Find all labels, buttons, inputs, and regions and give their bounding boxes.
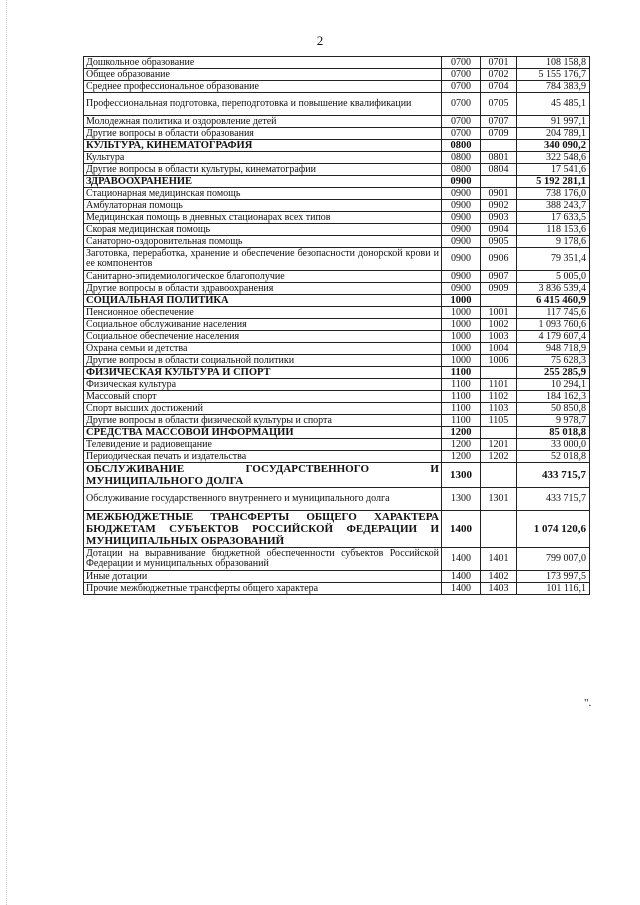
row-name: Другие вопросы в области физической культуры и спорта (84, 415, 442, 427)
table-row (84, 488, 590, 511)
row-section-code: 1400 (442, 583, 481, 595)
row-name: Спорт высших достижений (84, 403, 442, 415)
row-name: СРЕДСТВА МАССОВОЙ ИНФОРМАЦИИ (84, 427, 442, 439)
row-section-code: 0900 (442, 283, 481, 295)
row-section-code: 1300 (442, 488, 481, 511)
row-subsection-code (481, 511, 517, 548)
table-row (84, 415, 590, 427)
row-amount: 204 789,1 (517, 128, 590, 140)
table-row (84, 583, 590, 595)
row-subsection-code: 1201 (481, 439, 517, 451)
table-row (84, 212, 590, 224)
table-row (84, 307, 590, 319)
row-section-code: 0700 (442, 69, 481, 81)
page-edge-line (6, 0, 7, 905)
row-amount: 340 090,2 (517, 140, 590, 152)
row-amount: 50 850,8 (517, 403, 590, 415)
row-subsection-code: 1401 (481, 548, 517, 571)
row-amount: 17 541,6 (517, 164, 590, 176)
row-amount: 33 000,0 (517, 439, 590, 451)
row-subsection-code: 1002 (481, 319, 517, 331)
row-name: Профессиональная подготовка, переподготовка и повышение квалификации (84, 93, 442, 116)
row-section-code: 0900 (442, 224, 481, 236)
row-subsection-code: 1101 (481, 379, 517, 391)
row-section-code: 0800 (442, 152, 481, 164)
table-row (84, 367, 590, 379)
row-subsection-code: 0904 (481, 224, 517, 236)
table-row (84, 69, 590, 81)
row-amount: 75 628,3 (517, 355, 590, 367)
row-amount: 10 294,1 (517, 379, 590, 391)
row-section-code: 1300 (442, 463, 481, 488)
table-row (84, 463, 590, 488)
table-row (84, 391, 590, 403)
row-name: Другие вопросы в области образования (84, 128, 442, 140)
row-section-code: 1400 (442, 548, 481, 571)
row-section-code: 1100 (442, 391, 481, 403)
table-row (84, 343, 590, 355)
table-row (84, 511, 590, 548)
row-name: МЕЖБЮДЖЕТНЫЕ ТРАНСФЕРТЫ ОБЩЕГО ХАРАКТЕРА БЮДЖЕТАМ СУБЪЕКТОВ РОССИЙСКОЙ ФЕДЕРАЦИИ И МУНИЦИПАЛЬНЫХ ОБРАЗОВАНИЙ (84, 511, 442, 548)
row-name: Пенсионное обеспечение (84, 307, 442, 319)
row-subsection-code: 0801 (481, 152, 517, 164)
row-amount: 9 978,7 (517, 415, 590, 427)
row-section-code: 0900 (442, 212, 481, 224)
row-amount: 91 997,1 (517, 116, 590, 128)
row-section-code: 1400 (442, 571, 481, 583)
row-subsection-code: 0905 (481, 236, 517, 248)
row-section-code: 1200 (442, 439, 481, 451)
table-row (84, 188, 590, 200)
row-amount: 433 715,7 (517, 488, 590, 511)
row-section-code: 1100 (442, 415, 481, 427)
row-subsection-code (481, 367, 517, 379)
row-subsection-code: 0903 (481, 212, 517, 224)
row-amount: 1 093 760,6 (517, 319, 590, 331)
row-section-code: 0800 (442, 164, 481, 176)
table-row (84, 355, 590, 367)
table-row (84, 427, 590, 439)
row-amount: 79 351,4 (517, 248, 590, 271)
row-name: Скорая медицинская помощь (84, 224, 442, 236)
row-subsection-code (481, 140, 517, 152)
row-amount: 101 116,1 (517, 583, 590, 595)
row-subsection-code (481, 295, 517, 307)
row-amount: 5 155 176,7 (517, 69, 590, 81)
row-amount: 85 018,8 (517, 427, 590, 439)
row-name: Среднее профессиональное образование (84, 81, 442, 93)
row-name: СОЦИАЛЬНАЯ ПОЛИТИКА (84, 295, 442, 307)
row-subsection-code: 1004 (481, 343, 517, 355)
row-name: Санитарно-эпидемиологическое благополучие (84, 271, 442, 283)
row-amount: 6 415 460,9 (517, 295, 590, 307)
row-subsection-code: 1202 (481, 451, 517, 463)
row-name: Физическая культура (84, 379, 442, 391)
table-row (84, 140, 590, 152)
row-amount: 17 633,5 (517, 212, 590, 224)
row-name: КУЛЬТУРА, КИНЕМАТОГРАФИЯ (84, 140, 442, 152)
table-row (84, 548, 590, 571)
row-section-code: 0700 (442, 128, 481, 140)
row-name: Амбулаторная помощь (84, 200, 442, 212)
table-row (84, 236, 590, 248)
row-section-code: 1000 (442, 319, 481, 331)
table-row (84, 176, 590, 188)
row-amount: 3 836 539,4 (517, 283, 590, 295)
row-subsection-code: 0906 (481, 248, 517, 271)
row-name: Прочие межбюджетные трансферты общего характера (84, 583, 442, 595)
row-amount: 108 158,8 (517, 57, 590, 69)
row-amount: 9 178,6 (517, 236, 590, 248)
row-subsection-code: 1001 (481, 307, 517, 319)
row-section-code: 1100 (442, 379, 481, 391)
row-section-code: 1100 (442, 367, 481, 379)
row-name: Другие вопросы в области социальной политики (84, 355, 442, 367)
row-section-code: 0700 (442, 93, 481, 116)
row-amount: 45 485,1 (517, 93, 590, 116)
row-name: Культура (84, 152, 442, 164)
row-subsection-code: 1301 (481, 488, 517, 511)
table-row (84, 152, 590, 164)
table-row (84, 295, 590, 307)
row-name: Дошкольное образование (84, 57, 442, 69)
row-subsection-code: 0902 (481, 200, 517, 212)
row-name: ФИЗИЧЕСКАЯ КУЛЬТУРА И СПОРТ (84, 367, 442, 379)
row-subsection-code: 1402 (481, 571, 517, 583)
row-name: ОБСЛУЖИВАНИЕ ГОСУДАРСТВЕННОГО И МУНИЦИПАЛЬНОГО ДОЛГА (84, 463, 442, 488)
row-amount: 5 005,0 (517, 271, 590, 283)
row-name: ЗДРАВООХРАНЕНИЕ (84, 176, 442, 188)
row-amount: 173 997,5 (517, 571, 590, 583)
row-name: Социальное обеспечение населения (84, 331, 442, 343)
row-section-code: 0900 (442, 236, 481, 248)
table-row (84, 571, 590, 583)
row-section-code: 0900 (442, 200, 481, 212)
row-section-code: 1400 (442, 511, 481, 548)
row-subsection-code: 1006 (481, 355, 517, 367)
row-section-code: 1000 (442, 307, 481, 319)
row-name: Стационарная медицинская помощь (84, 188, 442, 200)
row-amount: 255 285,9 (517, 367, 590, 379)
row-name: Социальное обслуживание населения (84, 319, 442, 331)
row-amount: 388 243,7 (517, 200, 590, 212)
row-section-code: 0700 (442, 57, 481, 69)
row-name: Общее образование (84, 69, 442, 81)
row-name: Другие вопросы в области здравоохранения (84, 283, 442, 295)
row-name: Обслуживание государственного внутреннего и муниципального долга (84, 488, 442, 511)
row-subsection-code: 1403 (481, 583, 517, 595)
table-row (84, 379, 590, 391)
table-row (84, 224, 590, 236)
row-section-code: 1000 (442, 295, 481, 307)
table-row (84, 451, 590, 463)
row-section-code: 0700 (442, 116, 481, 128)
row-section-code: 0700 (442, 81, 481, 93)
row-amount: 799 007,0 (517, 548, 590, 571)
row-amount: 1 074 120,6 (517, 511, 590, 548)
row-amount: 433 715,7 (517, 463, 590, 488)
row-subsection-code: 0901 (481, 188, 517, 200)
row-subsection-code: 0704 (481, 81, 517, 93)
row-subsection-code: 0909 (481, 283, 517, 295)
row-section-code: 0900 (442, 248, 481, 271)
table-row (84, 439, 590, 451)
row-name: Молодежная политика и оздоровление детей (84, 116, 442, 128)
budget-table (83, 56, 590, 595)
row-name: Другие вопросы в области культуры, кинематографии (84, 164, 442, 176)
row-subsection-code: 0707 (481, 116, 517, 128)
row-subsection-code (481, 463, 517, 488)
row-subsection-code: 1103 (481, 403, 517, 415)
table-row (84, 57, 590, 69)
row-name: Дотации на выравнивание бюджетной обеспеченности субъектов Российской Федерации и муниципальных образований (84, 548, 442, 571)
row-amount: 784 383,9 (517, 81, 590, 93)
closing-quote-mark: ". (584, 697, 592, 709)
row-name: Заготовка, переработка, хранение и обеспечение безопасности донорской крови и ее компонентов (84, 248, 442, 271)
table-row (84, 116, 590, 128)
row-subsection-code: 1003 (481, 331, 517, 343)
row-amount: 118 153,6 (517, 224, 590, 236)
row-subsection-code: 0804 (481, 164, 517, 176)
row-name: Периодическая печать и издательства (84, 451, 442, 463)
row-section-code: 1200 (442, 451, 481, 463)
row-name: Охрана семьи и детства (84, 343, 442, 355)
row-section-code: 1000 (442, 355, 481, 367)
row-subsection-code: 0705 (481, 93, 517, 116)
table-row (84, 248, 590, 271)
row-subsection-code: 0702 (481, 69, 517, 81)
row-name: Телевидение и радиовещание (84, 439, 442, 451)
row-section-code: 0900 (442, 188, 481, 200)
row-section-code: 1200 (442, 427, 481, 439)
table-row (84, 319, 590, 331)
row-name: Медицинская помощь в дневных стационарах всех типов (84, 212, 442, 224)
row-name: Иные дотации (84, 571, 442, 583)
row-amount: 52 018,8 (517, 451, 590, 463)
row-subsection-code: 1105 (481, 415, 517, 427)
row-amount: 322 548,6 (517, 152, 590, 164)
page-number: 2 (316, 33, 324, 48)
row-section-code: 0800 (442, 140, 481, 152)
table-row (84, 403, 590, 415)
row-amount: 184 162,3 (517, 391, 590, 403)
row-subsection-code: 0701 (481, 57, 517, 69)
row-subsection-code: 0907 (481, 271, 517, 283)
table-row (84, 283, 590, 295)
table-row (84, 331, 590, 343)
table-row (84, 128, 590, 140)
row-section-code: 1100 (442, 403, 481, 415)
table-row (84, 93, 590, 116)
row-subsection-code (481, 427, 517, 439)
row-subsection-code: 1102 (481, 391, 517, 403)
row-amount: 948 718,9 (517, 343, 590, 355)
table-row (84, 200, 590, 212)
row-section-code: 1000 (442, 331, 481, 343)
row-amount: 5 192 281,1 (517, 176, 590, 188)
row-section-code: 1000 (442, 343, 481, 355)
row-amount: 4 179 607,4 (517, 331, 590, 343)
table-row (84, 81, 590, 93)
row-subsection-code: 0709 (481, 128, 517, 140)
row-section-code: 0900 (442, 271, 481, 283)
row-section-code: 0900 (442, 176, 481, 188)
table-row (84, 164, 590, 176)
row-amount: 738 176,0 (517, 188, 590, 200)
row-subsection-code (481, 176, 517, 188)
table-row (84, 271, 590, 283)
row-name: Массовый спорт (84, 391, 442, 403)
row-name: Санаторно-оздоровительная помощь (84, 236, 442, 248)
row-amount: 117 745,6 (517, 307, 590, 319)
